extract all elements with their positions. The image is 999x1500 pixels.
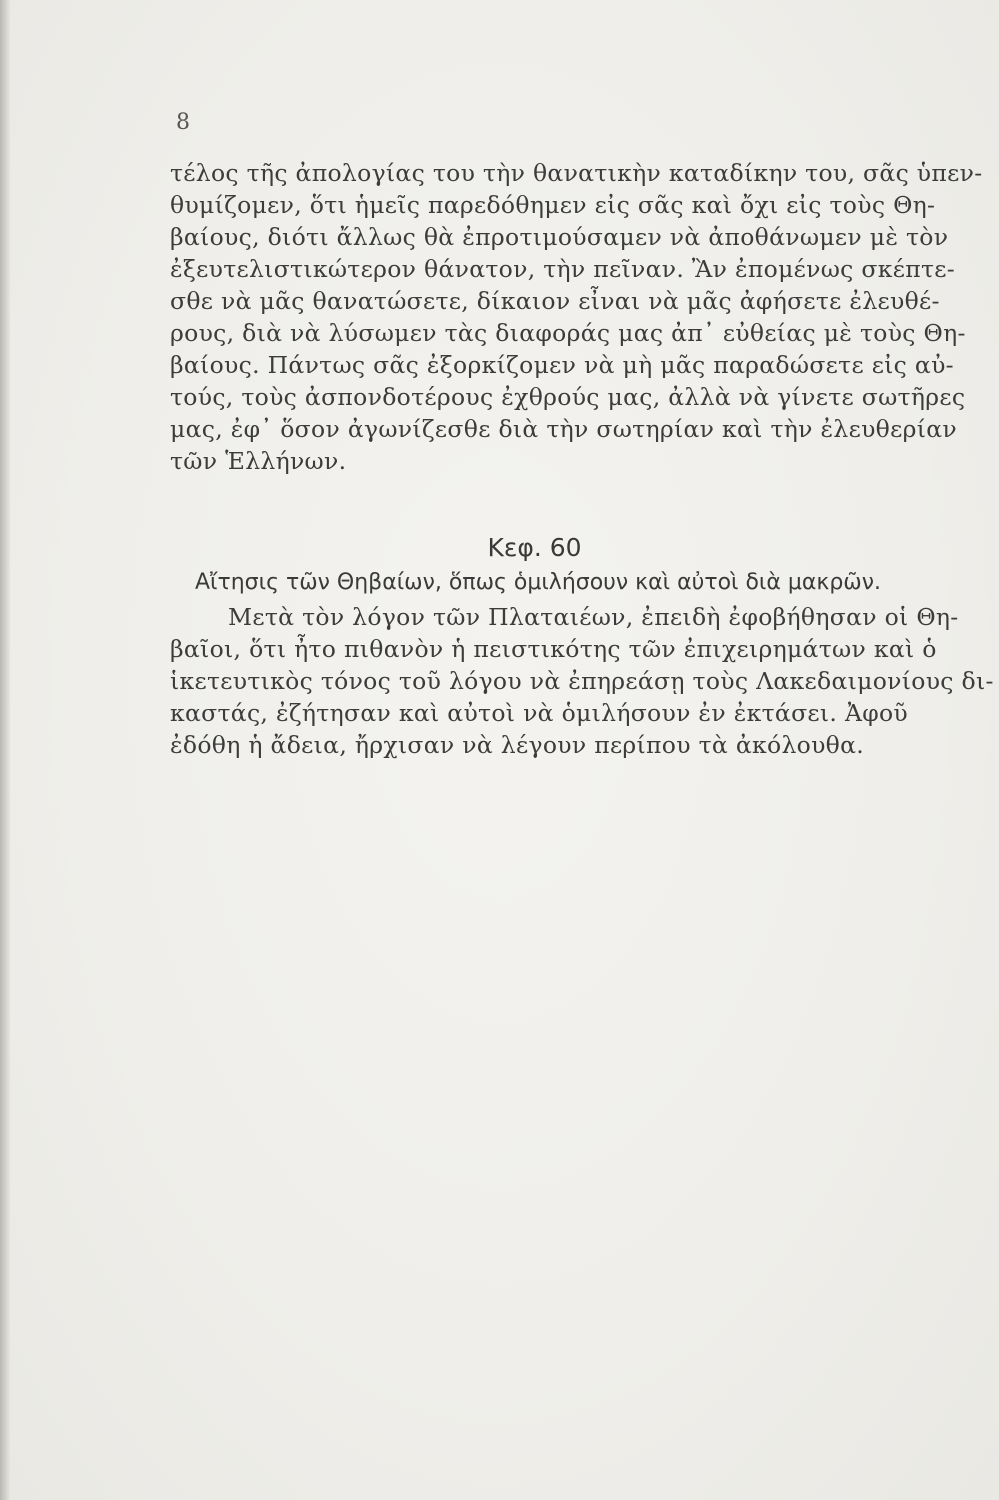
text-line: σθε νὰ μᾶς θανατώσετε, δίκαιον εἶναι νὰ μᾶς ἀφήσετε ἐλευθέ- (170, 287, 940, 315)
text-line: ἱκετευτικὸς τόνος τοῦ λόγου νὰ ἐπηρεάσῃ τοὺς Λακεδαιμονίους δι- (170, 667, 994, 695)
text-line: βαῖοι, ὅτι ἦτο πιθανὸν ἡ πειστικότης τῶν ἐπιχειρημάτων καὶ ὁ (170, 635, 937, 663)
page-number: 8 (176, 110, 190, 135)
text-line: βαίους. Πάντως σᾶς ἐξορκίζομεν νὰ μὴ μᾶς παραδώσετε εἰς αὐ- (170, 351, 954, 379)
text-line: Μετὰ τὸν λόγον τῶν Πλαταιέων, ἐπειδὴ ἐφοβήθησαν οἱ Θη- (228, 603, 959, 631)
text-line: τῶν Ἑλλήνων. (170, 447, 347, 475)
paragraph-chapter-60 (170, 601, 994, 761)
paragraph-continued (170, 157, 983, 477)
text-line: τέλος τῆς ἀπολογίας του τὴν θανατικὴν καταδίκην του, σᾶς ὑπεν- (170, 159, 983, 187)
text-line: μας, ἐφ᾽ ὅσον ἀγωνίζεσθε διὰ τὴν σωτηρίαν καὶ τὴν ἐλευθερίαν (170, 415, 957, 443)
text-line: ρους, διὰ νὰ λύσωμεν τὰς διαφοράς μας ἀπ᾽ εὐθείας μὲ τοὺς Θη- (170, 319, 966, 347)
chapter-subtitle: Αἴτησις τῶν Θηβαίων, ὅπως ὁμιλήσουν καὶ αὐτοὶ διὰ μακρῶν. (195, 570, 881, 595)
text-line: βαίους, διότι ἄλλως θὰ ἐπροτιμούσαμεν νὰ ἀποθάνωμεν μὲ τὸν (170, 223, 949, 251)
text-line: θυμίζομεν, ὅτι ἡμεῖς παρεδόθημεν εἰς σᾶς καὶ ὄχι εἰς τοὺς Θη- (170, 191, 936, 219)
chapter-heading: Κεφ. 60 (487, 533, 582, 562)
text-line: ἐδόθη ἡ ἄδεια, ἤρχισαν νὰ λέγουν περίπου τὰ ἀκόλουθα. (170, 731, 865, 759)
text-line: τούς, τοὺς ἀσπονδοτέρους ἐχθρούς μας, ἀλλὰ νὰ γίνετε σωτῆρες (170, 383, 966, 411)
page-binding-edge (0, 0, 10, 1500)
text-line: ἐξευτελιστικώτερον θάνατον, τὴν πεῖναν. Ἂν ἐπομένως σκέπτε- (170, 255, 955, 283)
text-line: καστάς, ἐζήτησαν καὶ αὐτοὶ νὰ ὁμιλήσουν ἐν ἐκτάσει. Ἀφοῦ (170, 699, 909, 727)
